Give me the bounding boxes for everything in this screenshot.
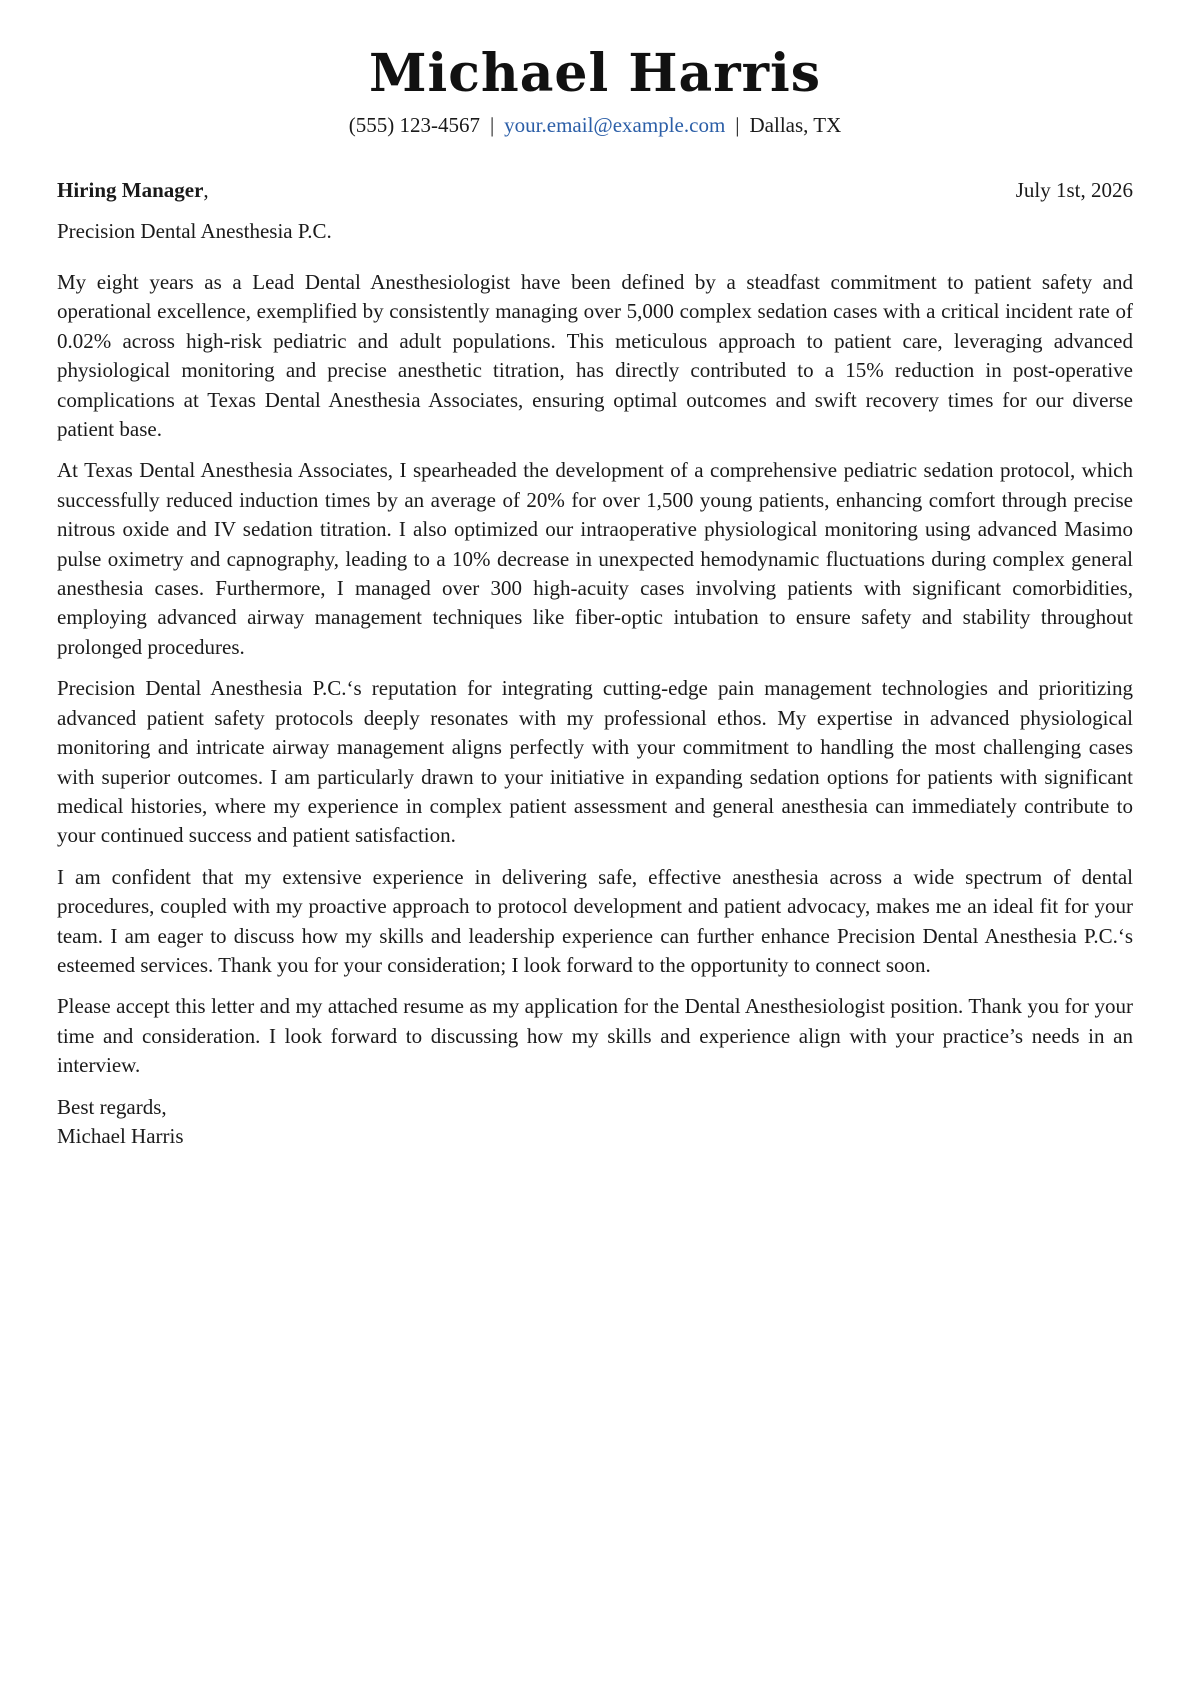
letter-closing [57, 1093, 1133, 1151]
letter-body [57, 268, 1133, 1081]
body-paragraph: Precision Dental Anesthesia P.C.‘s reputation for integrating cutting-edge pain management technologies and prioritizing advanced patient safety protocols deeply resonates with my professional ethos. My expertise in advanced physiological monitoring and intricate airway management aligns perfectly with your commitment to handling the most challenging cases with superior outcomes. I am particularly drawn to your initiative in expanding sedation options for patients with significant medical histories, where my experience in complex patient assessment and general anesthesia can immediately contribute to your continued success and patient satisfaction. [57, 676, 1133, 848]
body-paragraph: Please accept this letter and my attached resume as my application for the Dental Anesthesiologist position. Thank you for your time and consideration. I look forward to discussing how my skills and experience align with your practice’s needs in an interview. [57, 994, 1133, 1078]
letter-date: July 1st, 2026 [1015, 178, 1133, 202]
signature-name: Michael Harris [57, 1123, 184, 1148]
body-paragraph: I am confident that my extensive experience in delivering safe, effective anesthesia across a wide spectrum of dental procedures, coupled with my proactive approach to protocol development and patient advocacy, makes me an ideal fit for your team. I am eager to discuss how my skills and leadership experience can further enhance Precision Dental Anesthesia P.C.‘s esteemed services. Thank you for your consideration; I look forward to the opportunity to connect soon. [57, 864, 1133, 977]
phone-number: (555) 123-4567 [348, 113, 480, 137]
body-paragraph: At Texas Dental Anesthesia Associates, I spearheaded the development of a comprehensive pediatric sedation protocol, which successfully reduced induction times by an average of 20% for over 1,500 young patients, enhancing comfort through precise nitrous oxide and IV sedation titration. I also optimized our intraoperative physiological monitoring using advanced Masimo pulse oximetry and capnography, leading to a 10% decrease in unexpected hemodynamic fluctuations during complex general anesthesia cases. Furthermore, I managed over 300 high-acuity cases involving patients with significant comorbidities, employing advanced airway management techniques like fiber-optic intubation to ensure safety and stability throughout prolonged procedures. [57, 458, 1133, 659]
contact-separator: | [489, 113, 495, 137]
email-link[interactable]: your.email@example.com [504, 113, 726, 137]
salutation-comma: , [203, 178, 209, 202]
body-paragraph: My eight years as a Lead Dental Anesthesiologist have been defined by a steadfast commitment to patient safety and operational excellence, exemplified by consistently managing over 5,000 complex sedation cases with a critical incident rate of 0.02% across high-risk pediatric and adult populations. This meticulous approach to patient care, leveraging advanced physiological monitoring and precise anesthetic titration, has directly contributed to a 15% reduction in post-operative complications at Texas Dental Anesthesia Associates, ensuring optimal outcomes and swift recovery times for our diverse patient base. [57, 270, 1133, 442]
recipient-salutation [57, 177, 209, 203]
sign-off: Best regards, [57, 1094, 167, 1119]
recipient-date-row [57, 177, 1133, 203]
applicant-name: Michael Harris [368, 43, 822, 104]
contact-separator: | [735, 113, 740, 137]
recipient-title: Hiring Manager [57, 178, 204, 202]
contact-line [57, 112, 1133, 138]
recipient-company: Precision Dental Anesthesia P.C. [57, 219, 332, 243]
location: Dallas, TX [749, 113, 842, 137]
cover-letter-page [57, 0, 1133, 1151]
